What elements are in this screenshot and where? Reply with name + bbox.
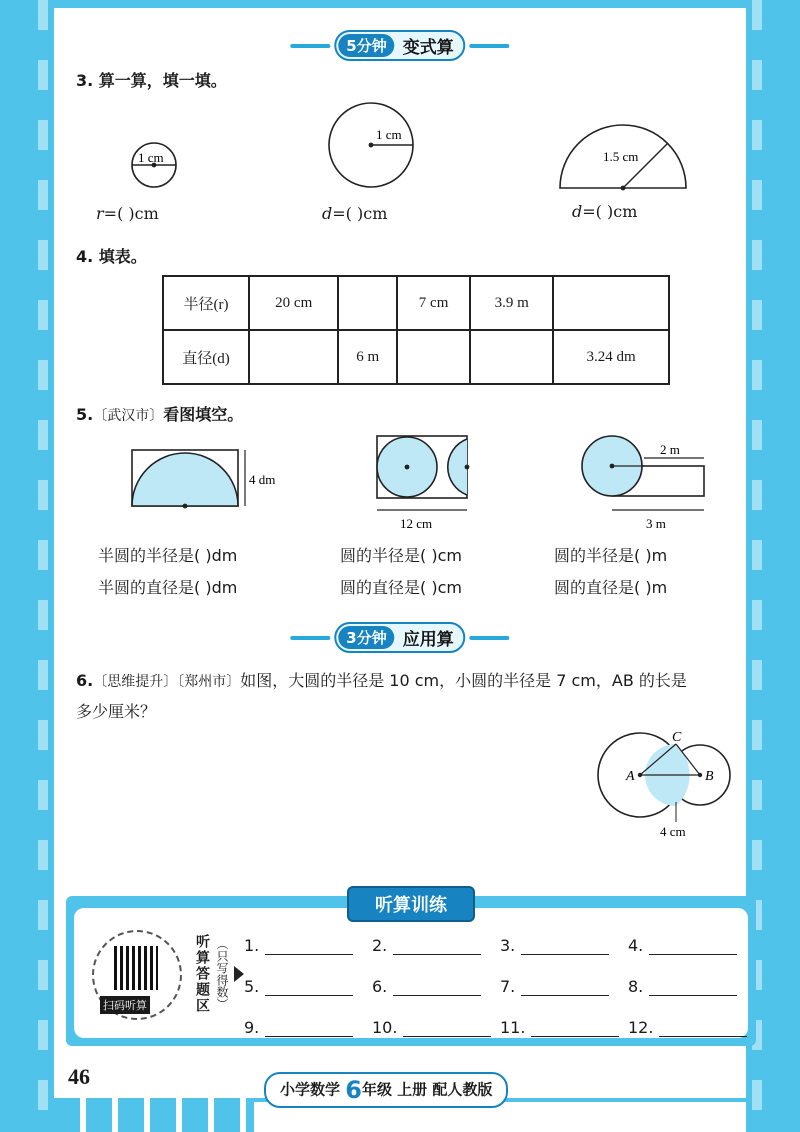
banner-title: 变式算 <box>402 38 454 58</box>
q5-blank: 圆的直径是( )m <box>554 578 668 597</box>
qr-label: 扫码听算 <box>100 996 150 1014</box>
c3-label: 1.5 cm <box>603 149 639 164</box>
answer-blank: 9. <box>244 1018 372 1037</box>
q5-blank: 半圆的半径是( )dm <box>98 546 238 565</box>
table-cell[interactable] <box>338 276 397 330</box>
footer-stripes <box>54 1098 254 1132</box>
q3-answer-2: d=( )cm <box>322 204 388 223</box>
point-c: C <box>672 730 682 745</box>
row-head: 直径(d) <box>163 330 249 384</box>
answer-area-note: （只写得数） <box>215 938 229 1010</box>
answer-blank: 8. <box>628 977 756 996</box>
question-6-text: 6.〔思维提升〕〔郑州市〕如图，大圆的半径是 10 cm，小圆的半径是 7 cm，AB 的长是 多少厘米？ <box>76 671 687 721</box>
banner-title: 应用算 <box>402 630 454 650</box>
answer-blank: 7. <box>500 977 628 996</box>
listening-practice-box <box>66 896 756 1046</box>
q6-figure <box>590 728 750 844</box>
table-cell[interactable]: 7 cm <box>397 276 470 330</box>
question-4-title: 4. 填表。 <box>76 247 147 266</box>
answer-area-label: 听算答题区 <box>194 934 210 1014</box>
table-cell[interactable] <box>249 330 338 384</box>
c2-label: 1 cm <box>376 127 402 142</box>
left-border <box>0 0 54 1132</box>
listening-title: 听算训练 <box>347 886 475 922</box>
answer-blank: 10. <box>372 1018 500 1037</box>
q5-blank: 圆的半径是( )m <box>554 546 668 565</box>
answer-blank: 3. <box>500 936 628 955</box>
page-number: 46 <box>68 1064 90 1089</box>
banner-time: 5分钟 <box>338 34 394 57</box>
fig1-label: 4 dm <box>249 472 276 487</box>
point-a: A <box>626 769 635 784</box>
question-5-title: 5.〔武汉市〕看图填空。 <box>76 405 244 424</box>
answer-blank: 5. <box>244 977 372 996</box>
table-cell[interactable] <box>553 276 669 330</box>
book-info: 小学数学 6年级 上册 配人教版 <box>264 1072 508 1108</box>
q5-blank: 圆的半径是( )cm <box>340 546 462 565</box>
table-row-radius <box>163 276 669 330</box>
qr-code[interactable] <box>92 930 182 1020</box>
q3-figures <box>54 95 746 205</box>
point-b: B <box>705 769 714 784</box>
arrow-right-icon <box>234 966 244 982</box>
answer-blank: 11. <box>500 1018 628 1037</box>
fig3-bottom-label: 3 m <box>646 516 666 531</box>
answer-blank: 1. <box>244 936 372 955</box>
answer-blank: 12. <box>628 1018 756 1037</box>
radius-diameter-table <box>162 275 670 385</box>
q3-answer-1: r=( )cm <box>96 204 159 223</box>
answer-blank: 2. <box>372 936 500 955</box>
banner-time: 3分钟 <box>338 626 394 649</box>
table-cell[interactable]: 20 cm <box>249 276 338 330</box>
fig3-top-label: 2 m <box>660 442 680 457</box>
q5-figures <box>54 430 746 536</box>
top-edge <box>54 0 746 8</box>
section-banner-variation <box>290 30 509 61</box>
c1-label: 1 cm <box>138 150 164 165</box>
question-3-title: 3. 算一算，填一填。 <box>76 71 227 90</box>
table-cell[interactable]: 3.9 m <box>470 276 553 330</box>
table-cell[interactable] <box>397 330 470 384</box>
q5-blank: 半圆的直径是( )dm <box>98 578 238 597</box>
table-row-diameter <box>163 330 669 384</box>
overlap-label: 4 cm <box>660 824 686 839</box>
table-cell[interactable] <box>470 330 553 384</box>
q3-answer-3: d=( )cm <box>572 202 638 221</box>
q5-blank: 圆的直径是( )cm <box>340 578 462 597</box>
table-cell[interactable]: 3.24 dm <box>553 330 669 384</box>
row-head: 半径(r) <box>163 276 249 330</box>
page-footer <box>54 1058 746 1132</box>
worksheet-page <box>54 0 746 1132</box>
fig2-label: 12 cm <box>400 516 433 531</box>
section-banner-application <box>290 622 509 653</box>
half-circle-in-rect <box>132 453 238 506</box>
answer-grid <box>244 936 756 1037</box>
answer-blank: 4. <box>628 936 756 955</box>
table-cell[interactable]: 6 m <box>338 330 397 384</box>
answer-blank: 6. <box>372 977 500 996</box>
qr-code-icon <box>114 946 158 990</box>
